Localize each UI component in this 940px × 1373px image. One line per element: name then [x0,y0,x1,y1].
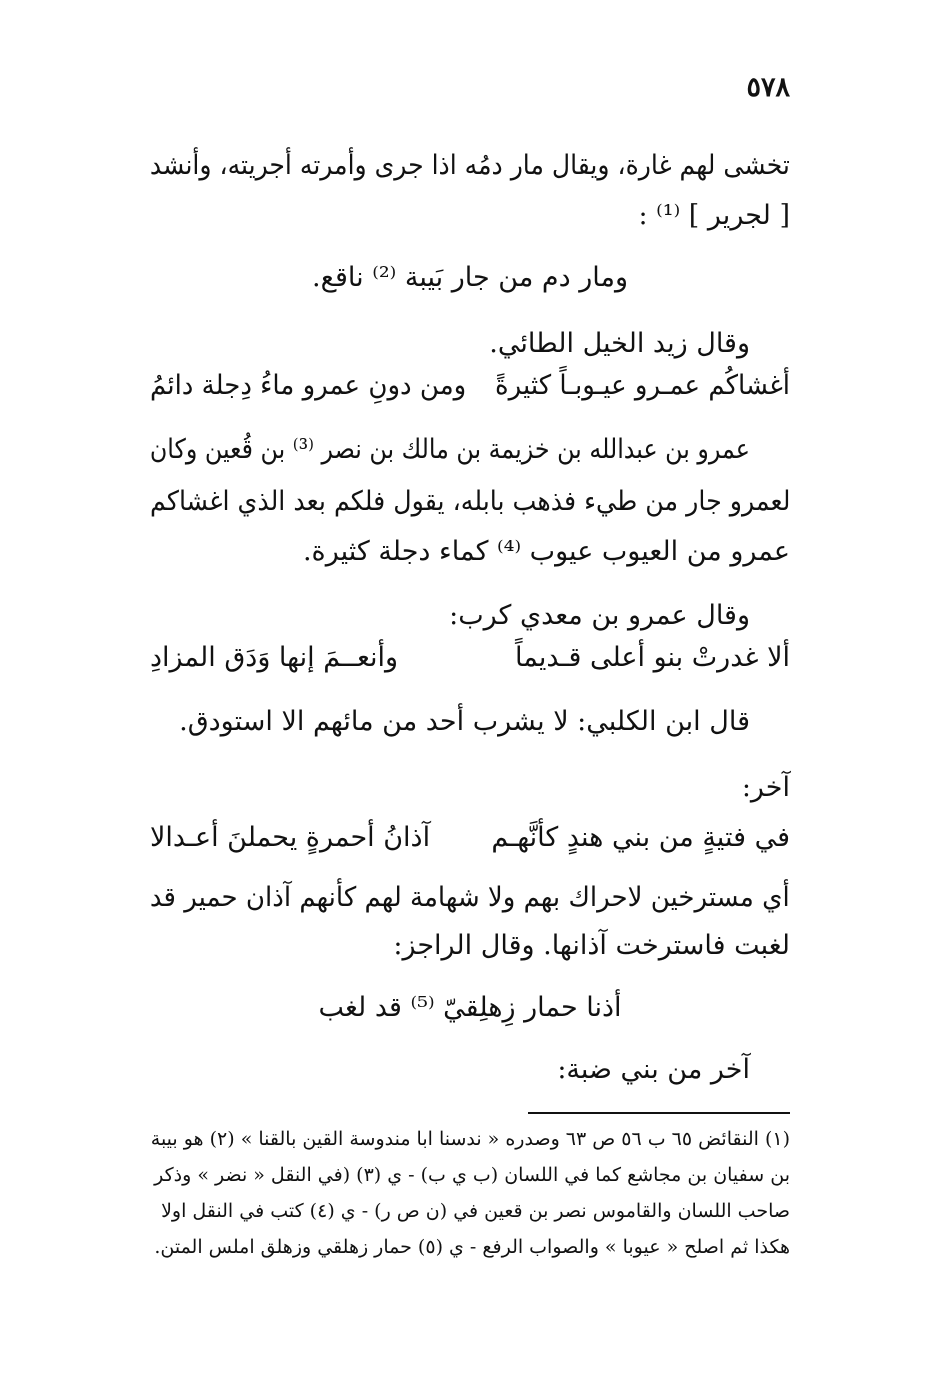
text-line: آخر: [741,772,790,803]
text-line: عمرو من العيوب عيوب ⁽⁴⁾ كماء دجلة كثيرة. [302,536,790,567]
verse-second-hemistich: وأنعــمَ إنها وَدَق المزادِ [150,642,399,673]
text-line: تخشى لهم غارة، ويقال مار دمُه اذا جرى وأمرته أجريته، وأنشد [150,150,790,181]
footnote-divider [528,1112,790,1114]
text-line: وقال زيد الخيل الطائي. [489,328,750,359]
verse-second-hemistich: آذانُ أحمرةٍ يحملنَ أعـدالا [150,822,431,853]
footnote-line: بن سفيان بن مجاشع كما في اللسان (ب ي ب) - ي (٣) (في النقل « نضر » وذكر [154,1164,790,1186]
text-line: عمرو بن عبدالله بن خزيمة بن مالك بن نصر ⁽³⁾ بن قُعين وكان [149,434,750,465]
verse-line-centered: أذنا حمار زِهلِقيّ ⁽⁵⁾ قد لغب [318,992,622,1023]
footnote-line: (١) النقائض ٦٥ ب ٥٦ ص ٦٣ وصدره « ندسنا ابا مندوسة القين بالقنا » (٢) هو بيبة [150,1128,790,1150]
verse-couplet [150,366,790,406]
verse-line-centered: ومار دم من جار بَيبة ⁽²⁾ ناقع. [312,262,628,293]
footnote-line: هكذا ثم اصلح « عيوبا » والصواب الرفع - ي (٥) حمار زهلقي وزهلق املس المتن. [154,1236,790,1258]
text-line: لغبت فاسترخت آذانها. وقال الراجز: [393,930,790,961]
verse-first-hemistich: ألا غدرتْ بنو أعلى قـديماً [515,642,790,673]
verse-second-hemistich: ومن دونِ عمرو ماءُ دِجلة دائمُ [150,370,467,401]
text-line: [ لجرير ] ⁽¹⁾ : [638,200,790,231]
text-line: قال ابن الكلبي: لا يشرب أحد من مائهم الا استودق. [179,706,750,737]
verse-couplet [150,818,790,858]
page-number: ٥٧٨ [746,72,790,103]
verse-first-hemistich: أغشاكُم عمـرو عيـوبـاً كثيرةً [494,370,790,401]
text-line: لعمرو جار من طيء فذهب بابله، يقول فلكم بعد الذي اغشاكم [149,486,790,517]
verse-couplet [150,638,790,678]
text-line: أي مسترخين لاحراك بهم ولا شهامة لهم كأنهم آذان حمير قد [150,882,790,913]
footnote-line: صاحب اللسان والقاموس نصر بن قعين في (ن ص ر) - ي (٤) كتب في النقل اولا [161,1200,790,1222]
text-line: آخر من بني ضبة: [557,1054,750,1085]
text-line: وقال عمرو بن معدي كرب: [449,600,750,631]
verse-first-hemistich: في فتيةٍ من بني هندٍ كأنَّهـم [491,822,790,853]
